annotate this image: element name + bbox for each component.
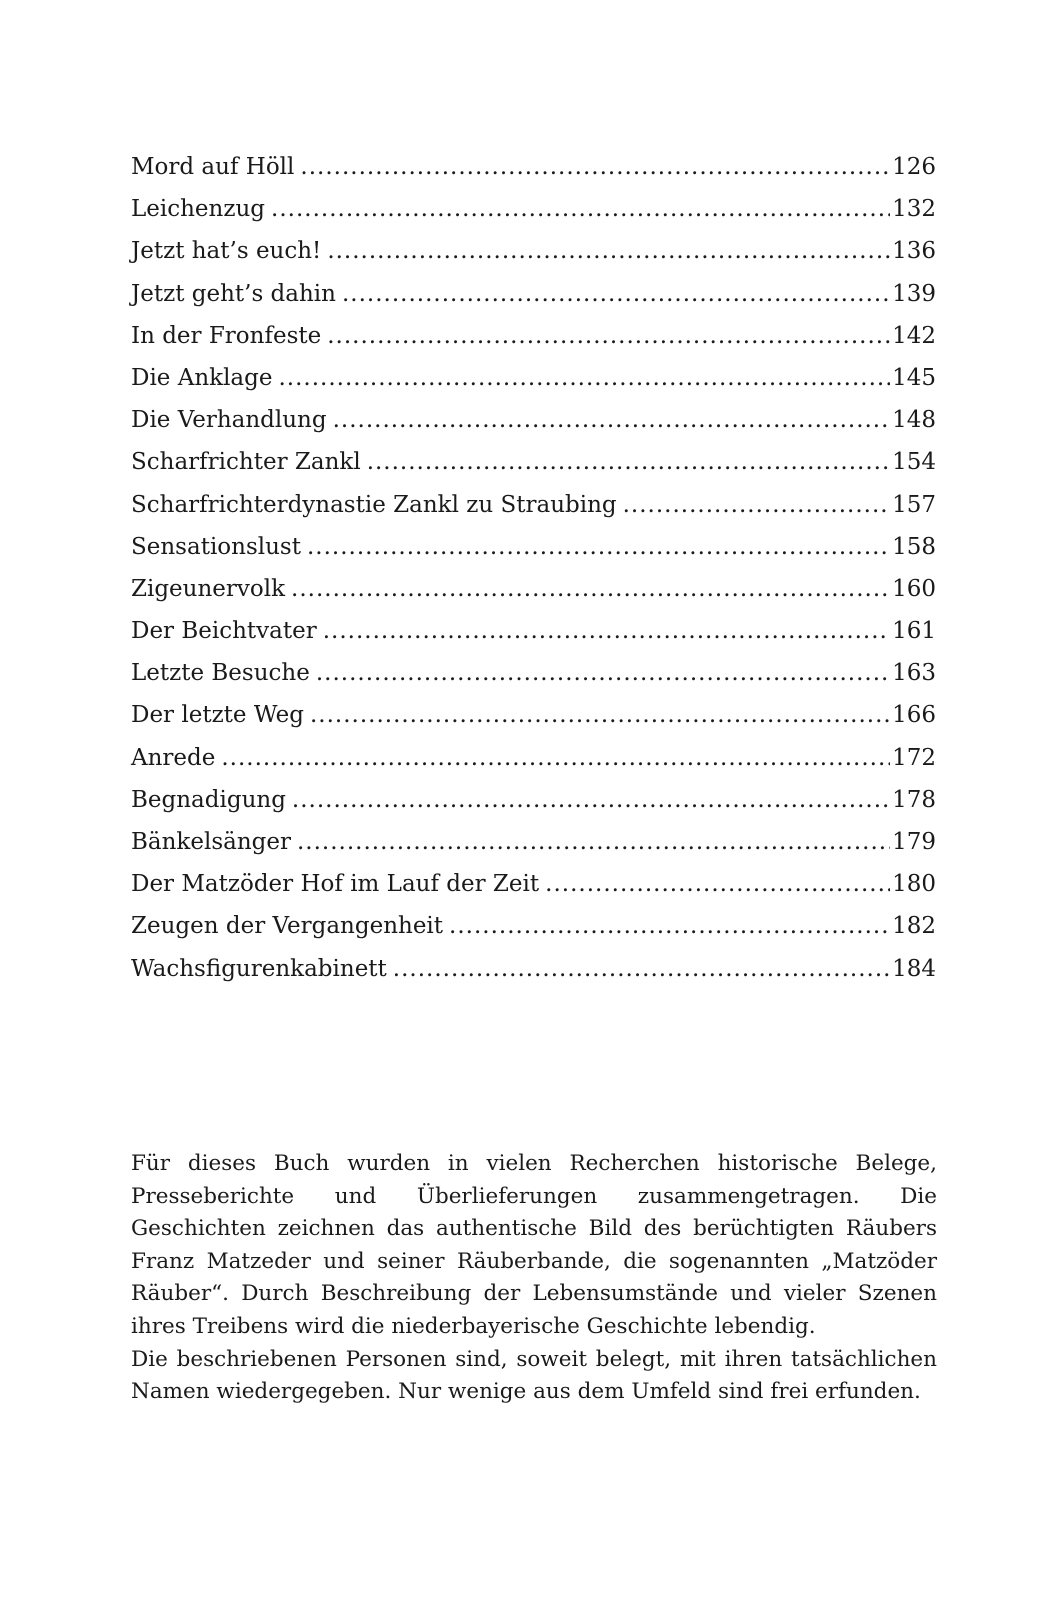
toc-entry-page: 132 (892, 196, 936, 223)
toc-entry-title: In der Fronfeste (131, 322, 322, 349)
toc-entry-title: Letzte Besuche (131, 660, 310, 687)
blurb-paragraph: Die beschriebenen Personen sind, soweit belegt, mit ihren tatsächlichen Namen wiedergegeben. Nur wenige aus dem Umfeld sind frei erfunden. (131, 1346, 937, 1405)
toc-entry-title: Wachsfigurenkabinett (131, 955, 387, 982)
toc-entry-title: Die Verhandlung (131, 407, 327, 434)
toc-entry (131, 905, 936, 947)
toc-entry (131, 526, 936, 568)
toc-entry (131, 568, 936, 610)
toc-entry (131, 273, 936, 315)
toc-entry (131, 146, 936, 188)
toc-leader-dots (327, 230, 890, 272)
toc-leader-dots (292, 779, 890, 821)
toc-leader-dots (449, 905, 890, 947)
toc-entry (131, 357, 936, 399)
toc-leader-dots (545, 863, 890, 905)
toc-entry-page: 160 (892, 575, 936, 602)
toc-entry-page: 172 (892, 744, 936, 771)
toc-entry-page: 142 (892, 322, 936, 349)
toc-entry (131, 441, 936, 483)
table-of-contents (131, 146, 936, 990)
toc-entry-page: 182 (892, 913, 936, 940)
toc-entry (131, 484, 936, 526)
toc-entry-title: Anrede (131, 744, 216, 771)
toc-entry-title: Der Beichtvater (131, 618, 317, 645)
toc-entry-page: 154 (892, 449, 936, 476)
toc-leader-dots (221, 737, 890, 779)
toc-entry-title: Mord auf Höll (131, 154, 295, 180)
toc-entry-page: 163 (892, 660, 936, 687)
toc-entry-title: Der letzte Weg (131, 702, 304, 729)
book-blurb (131, 1148, 937, 1409)
toc-entry (131, 737, 936, 779)
toc-entry-title: Begnadigung (131, 786, 286, 813)
toc-leader-dots (297, 821, 890, 863)
toc-entry-page: 178 (892, 786, 936, 813)
toc-leader-dots (310, 694, 890, 736)
toc-leader-dots (307, 526, 890, 568)
toc-entry-page: 157 (892, 491, 936, 518)
toc-entry-title: Scharfrichter Zankl (131, 449, 361, 476)
toc-entry-page: 179 (892, 829, 936, 855)
toc-leader-dots (623, 484, 890, 526)
toc-leader-dots (300, 146, 890, 188)
toc-entry (131, 652, 936, 694)
toc-leader-dots (327, 315, 890, 357)
toc-entry (131, 694, 936, 736)
toc-entry-title: Jetzt hat’s euch! (131, 238, 322, 265)
toc-entry-page: 166 (892, 702, 936, 729)
toc-entry (131, 610, 936, 652)
toc-entry (131, 230, 936, 272)
toc-leader-dots (333, 399, 891, 441)
toc-entry (131, 821, 936, 863)
toc-leader-dots (323, 610, 890, 652)
toc-entry-title: Scharfrichterdynastie Zankl zu Straubing (131, 491, 617, 518)
toc-entry-page: 158 (892, 533, 936, 560)
toc-entry-page: 180 (892, 871, 936, 898)
toc-entry-title: Der Matzöder Hof im Lauf der Zeit (131, 871, 540, 898)
toc-entry-title: Sensationslust (131, 533, 301, 560)
toc-entry-page: 145 (892, 364, 936, 391)
toc-entry (131, 948, 936, 990)
toc-leader-dots (278, 357, 890, 399)
toc-entry-title: Zigeunervolk (131, 575, 286, 602)
toc-leader-dots (342, 273, 890, 315)
toc-entry-page: 136 (892, 238, 936, 265)
blurb-paragraph: Für dieses Buch wurden in vielen Recherchen historische Belege, Presseberichte und Überlieferungen zusammengetragen. Die Geschichten zeichnen das authentische Bild des berüchtigten Räubers Franz Matzeder und seiner Räuberbande, die sogenannten „Matzöder Räuber“. Durch Beschreibung der Lebensumstände und vieler Szenen ihres Treibens wird die niederbayerische Geschichte lebendig. (131, 1151, 937, 1339)
toc-leader-dots (367, 441, 890, 483)
toc-entry (131, 399, 936, 441)
toc-entry-page: 148 (892, 407, 936, 434)
toc-entry-title: Bänkelsänger (131, 829, 291, 855)
toc-entry-page: 161 (892, 618, 936, 645)
toc-leader-dots (271, 188, 890, 230)
toc-entry-title: Zeugen der Vergangenheit (131, 913, 444, 940)
toc-entry (131, 188, 936, 230)
toc-leader-dots (291, 568, 890, 610)
toc-entry-page: 184 (892, 955, 936, 982)
toc-leader-dots (393, 948, 890, 990)
toc-leader-dots (316, 652, 890, 694)
toc-entry (131, 779, 936, 821)
toc-entry-title: Die Anklage (131, 364, 273, 391)
toc-entry (131, 863, 936, 905)
toc-entry-title: Leichenzug (131, 196, 266, 223)
toc-entry-page: 126 (892, 154, 936, 180)
toc-entry (131, 315, 936, 357)
toc-entry-title: Jetzt geht’s dahin (131, 280, 336, 307)
toc-entry-page: 139 (892, 280, 936, 307)
